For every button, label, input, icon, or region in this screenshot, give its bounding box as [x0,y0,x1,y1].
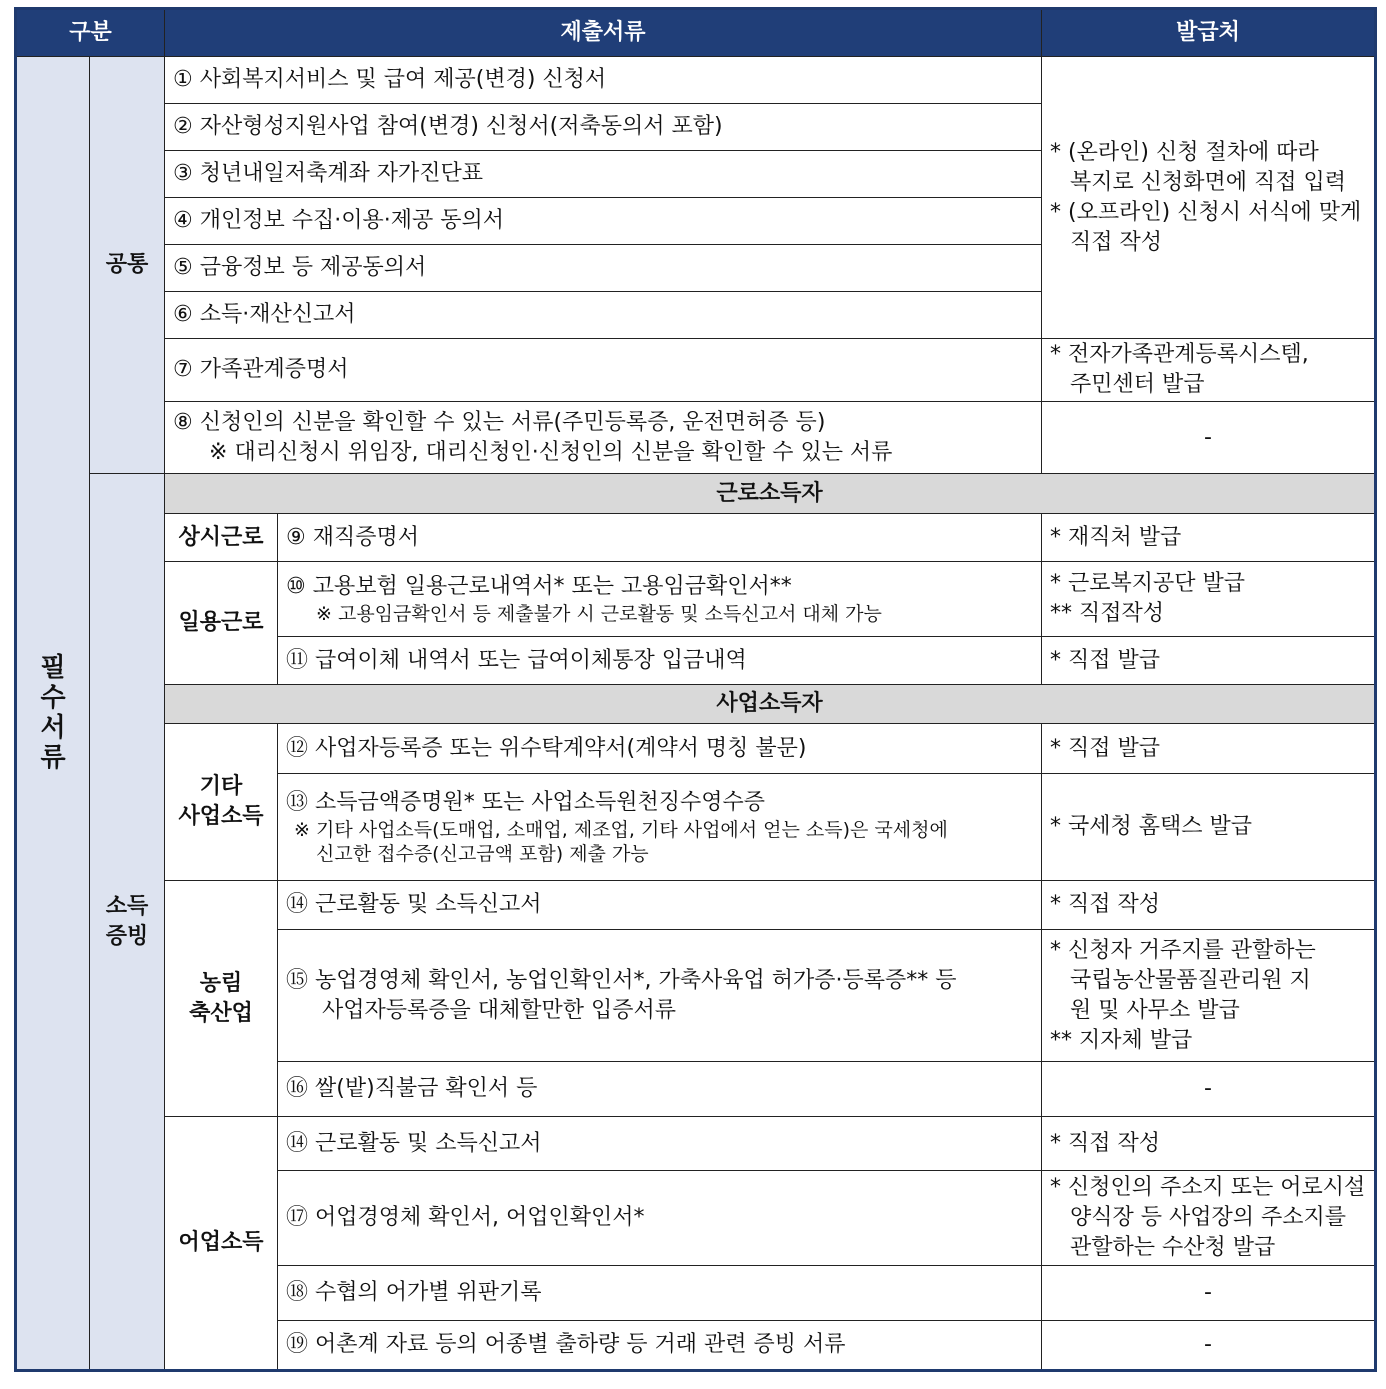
income-proof-label: 소득 증빙 [90,474,165,1371]
doc-item: ⑭ 근로활동 및 소득신고서 [278,881,1042,930]
issuer-cell: * 신청인의 주소지 또는 어로시설 양식장 등 사업장의 주소지를 관할하는 수산청 발급 [1042,1171,1376,1266]
doc-item: ② 자산형성지원사업 참여(변경) 신청서(저축동의서 포함) [165,104,1042,151]
table-row [16,402,1376,474]
doc-item: ⑫ 사업자등록증 또는 위수탁계약서(계약서 명칭 불문) [278,724,1042,774]
issuer-cell: * 신청자 거주지를 관할하는 국립농산물품질관리원 지 원 및 사무소 발급 ** 지자체 발급 [1042,930,1376,1062]
doc-item: ⑤ 금융정보 등 제공동의서 [165,245,1042,292]
doc-item: ⑲ 어촌계 자료 등의 어종별 출하량 등 거래 관련 증빙 서류 [278,1321,1042,1371]
doc-item: ⑰ 어업경영체 확인서, 어업인확인서* [278,1171,1042,1266]
required-documents-label: 필 수 서 류 [16,57,90,1371]
doc-item: ⑭ 근로활동 및 소득신고서 [278,1117,1042,1171]
issuer-cell: * 직접 작성 [1042,881,1376,930]
header-row [16,9,1376,57]
required-documents-table [14,7,1377,1372]
issuer-cell: - [1042,402,1376,474]
issuer-cell: * (온라인) 신청 절차에 따라 복지로 신청화면에 직접 입력 * (오프라인) 신청시 서식에 맞게 직접 작성 [1042,57,1376,339]
doc-item: ⑪ 급여이체 내역서 또는 급여이체통장 입금내역 [278,637,1042,685]
doc-item: ⑦ 가족관계증명서 [165,339,1042,402]
daily-work-label: 일용근로 [165,562,278,685]
common-label: 공통 [90,57,165,474]
doc-item: ⑮ 농업경영체 확인서, 농업인확인서*, 가축사육업 허가증·등록증** 등 사업자등록증을 대체할만한 입증서류 [278,930,1042,1062]
issuer-cell: * 근로복지공단 발급 ** 직접작성 [1042,562,1376,637]
header-issuer: 발급처 [1042,9,1376,57]
table-row [16,685,1376,724]
header-category: 구분 [16,9,165,57]
doc-item: ⑩ 고용보험 일용근로내역서* 또는 고용임금확인서** ※ 고용임금확인서 등 제출불가 시 근로활동 및 소득신고서 대체 가능 [278,562,1042,637]
table-row [16,474,1376,514]
issuer-cell: * 직접 발급 [1042,637,1376,685]
issuer-cell: * 재직처 발급 [1042,514,1376,562]
doc-item: ④ 개인정보 수집·이용·제공 동의서 [165,198,1042,245]
table-row [16,724,1376,774]
table-row [16,57,1376,104]
doc-item: ⑱ 수협의 어가별 위판기록 [278,1266,1042,1321]
table-row [16,562,1376,637]
issuer-cell: - [1042,1321,1376,1371]
other-business-label: 기타 사업소득 [165,724,278,881]
issuer-cell: * 직접 작성 [1042,1117,1376,1171]
fishery-label: 어업소득 [165,1117,278,1371]
table-row [16,514,1376,562]
agri-label: 농림 축산업 [165,881,278,1117]
issuer-cell: - [1042,1266,1376,1321]
section-header-business: 사업소득자 [165,685,1376,724]
issuer-cell: * 전자가족관계등록시스템, 주민센터 발급 [1042,339,1376,402]
table-row [16,1117,1376,1171]
doc-item: ⑯ 쌀(밭)직불금 확인서 등 [278,1062,1042,1117]
doc-item: ⑨ 재직증명서 [278,514,1042,562]
header-documents: 제출서류 [165,9,1042,57]
regular-work-label: 상시근로 [165,514,278,562]
doc-item: ⑥ 소득·재산신고서 [165,292,1042,339]
issuer-cell: * 직접 발급 [1042,724,1376,774]
issuer-cell: * 국세청 홈택스 발급 [1042,774,1376,881]
doc-item: ① 사회복지서비스 및 급여 제공(변경) 신청서 [165,57,1042,104]
section-header-worker: 근로소득자 [165,474,1376,514]
issuer-cell: - [1042,1062,1376,1117]
table-row [16,339,1376,402]
doc-item: ⑧ 신청인의 신분을 확인할 수 있는 서류(주민등록증, 운전면허증 등) ※ 대리신청시 위임장, 대리신청인·신청인의 신분을 확인할 수 있는 서류 [165,402,1042,474]
doc-item: ⑬ 소득금액증명원* 또는 사업소득원천징수영수증 ※ 기타 사업소득(도매업, 소매업, 제조업, 기타 사업에서 얻는 소득)은 국세청에 신고한 접수증(신고금액 포함) 제출 가능 [278,774,1042,881]
table-row [16,881,1376,930]
doc-item: ③ 청년내일저축계좌 자가진단표 [165,151,1042,198]
